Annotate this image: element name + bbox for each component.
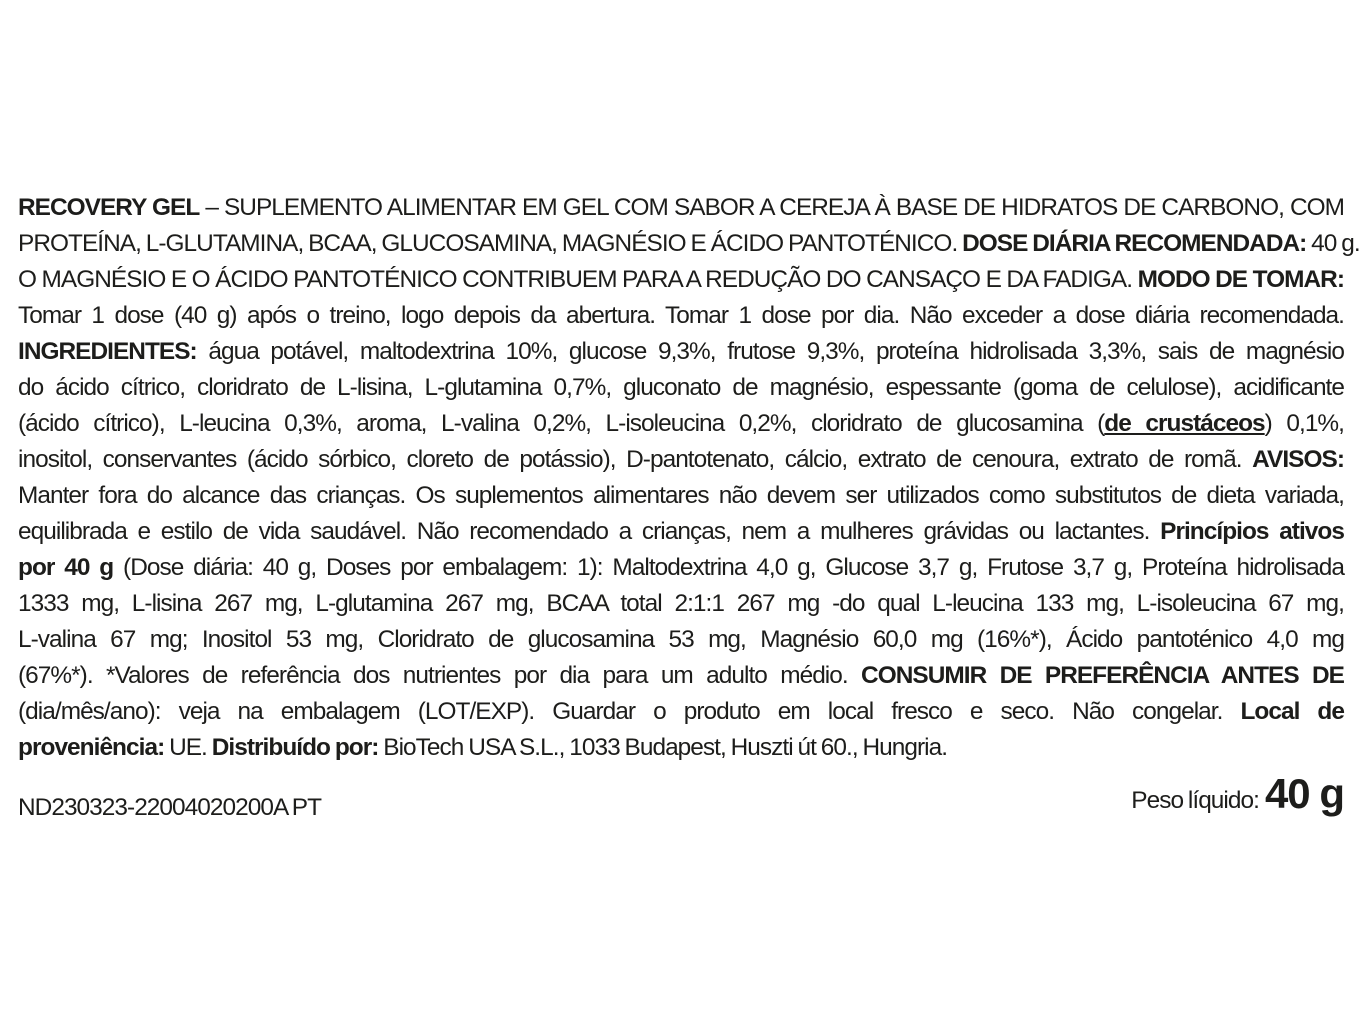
label-line-4	[18, 298, 1344, 334]
label-line-7	[18, 406, 1344, 442]
label-line-1	[18, 190, 1344, 226]
origin-heading: Local de	[1240, 698, 1344, 725]
net-weight-value: 40 g	[1264, 770, 1344, 817]
usage-text: Tomar 1 dose (40 g) após o treino, logo depois da abertura. Tomar 1 dose por dia. Não exceder a dose diária recomendada.	[18, 302, 1344, 329]
label-line-13	[18, 622, 1344, 658]
product-name: RECOVERY GEL	[18, 194, 200, 221]
active-principles-text: (Dose diária: 40 g, Doses por embalagem: 1): Maltodextrina 4,0 g, Glucose 3,7 g, Frutose 3,7 g, Proteína hidrolisada	[113, 554, 1344, 581]
label-line-14	[18, 658, 1344, 694]
origin-heading-cont: proveniência:	[18, 734, 165, 761]
warnings-heading: AVISOS:	[1252, 446, 1344, 473]
product-code: ND230323-22004020200A PT	[18, 794, 322, 821]
ingredients-text-cont: inositol, conservantes (ácido sórbico, cloreto de potássio), D-pantotenato, cálcio, extrato de cenoura, extrato de romã.	[18, 446, 1253, 473]
active-principles-text-cont: (67%*). *Valores de referência dos nutrientes por dia para um adulto médio.	[18, 662, 862, 689]
ingredients-text-cont: do ácido cítrico, cloridrato de L-lisina, L-glutamina 0,7%, gluconato de magnésio, espessante (goma de celulose), acidificante	[18, 374, 1344, 401]
active-principles-text-cont: 1333 mg, L-lisina 267 mg, L-glutamina 267 mg, BCAA total 2:1:1 267 mg -do qual L-leucina 133 mg, L-isoleucina 67 mg,	[18, 590, 1344, 617]
label-text-panel	[18, 190, 1360, 840]
active-principles-heading-cont: por 40 g	[18, 554, 114, 581]
label-line-9	[18, 478, 1344, 514]
label-line-11	[18, 550, 1344, 586]
net-weight	[1131, 770, 1344, 820]
label-line-6	[18, 370, 1344, 406]
daily-dose-value: 40 g.	[1306, 230, 1360, 257]
label-line-3	[18, 262, 1344, 298]
active-principles-text-cont: L-valina 67 mg; Inositol 53 mg, Cloridrato de glucosamina 53 mg, Magnésio 60,0 mg (16%*), Ácido pantoténico 4,0 mg	[18, 626, 1344, 653]
best-before-heading: CONSUMIR DE PREFERÊNCIA ANTES DE	[861, 662, 1344, 689]
usage-heading: MODO DE TOMAR:	[1137, 266, 1345, 293]
warnings-text-cont: equilibrada e estilo de vida saudável. Não recomendado a crianças, nem a mulheres grávidas ou lactantes.	[18, 518, 1161, 545]
allergen-highlight: de crustáceos	[1104, 410, 1265, 437]
distributor-heading: Distribuído por:	[211, 734, 379, 761]
active-principles-heading: Princípios ativos	[1160, 518, 1344, 545]
ingredients-heading: INGREDIENTES:	[18, 338, 197, 365]
label-line-5	[18, 334, 1344, 370]
product-description-cont: PROTEÍNA, L-GLUTAMINA, BCAA, GLUCOSAMINA, MAGNÉSIO E ÁCIDO PANTOTÉNICO.	[18, 230, 963, 257]
health-claim: O MAGNÉSIO E O ÁCIDO PANTOTÉNICO CONTRIBUEM PARA A REDUÇÃO DO CANSAÇO E DA FADIGA.	[18, 266, 1138, 293]
origin-text: UE.	[164, 734, 212, 761]
label-line-2	[18, 226, 1360, 262]
daily-dose-heading: DOSE DIÁRIA RECOMENDADA:	[962, 230, 1307, 257]
warnings-text: Manter fora do alcance das crianças. Os suplementos alimentares não devem ser utilizados como substitutos de dieta variada,	[18, 482, 1344, 509]
ingredients-text-cont: (ácido cítrico), L-leucina 0,3%, aroma, L-valina 0,2%, L-isoleucina 0,2%, cloridrato de glucosamina (	[18, 410, 1105, 437]
label-line-10	[18, 514, 1344, 550]
label-line-8	[18, 442, 1344, 478]
label-line-12	[18, 586, 1344, 622]
ingredients-text: água potável, maltodextrina 10%, glucose 9,3%, frutose 9,3%, proteína hidrolisada 3,3%, sais de magnésio	[196, 338, 1344, 365]
label-line-16	[18, 730, 1344, 766]
ingredients-text-cont: ) 0,1%,	[1264, 410, 1344, 437]
net-weight-label: Peso líquido:	[1131, 787, 1259, 814]
label-line-15	[18, 694, 1344, 730]
product-description: – SUPLEMENTO ALIMENTAR EM GEL COM SABOR A CEREJA À BASE DE HIDRATOS DE CARBONO, COM	[199, 194, 1345, 221]
distributor-text: BioTech USA S.L., 1033 Budapest, Huszti út 60., Hungria.	[378, 734, 948, 761]
storage-text: (dia/mês/ano): veja na embalagem (LOT/EXP). Guardar o produto em local fresco e seco. Não congelar.	[18, 698, 1241, 725]
